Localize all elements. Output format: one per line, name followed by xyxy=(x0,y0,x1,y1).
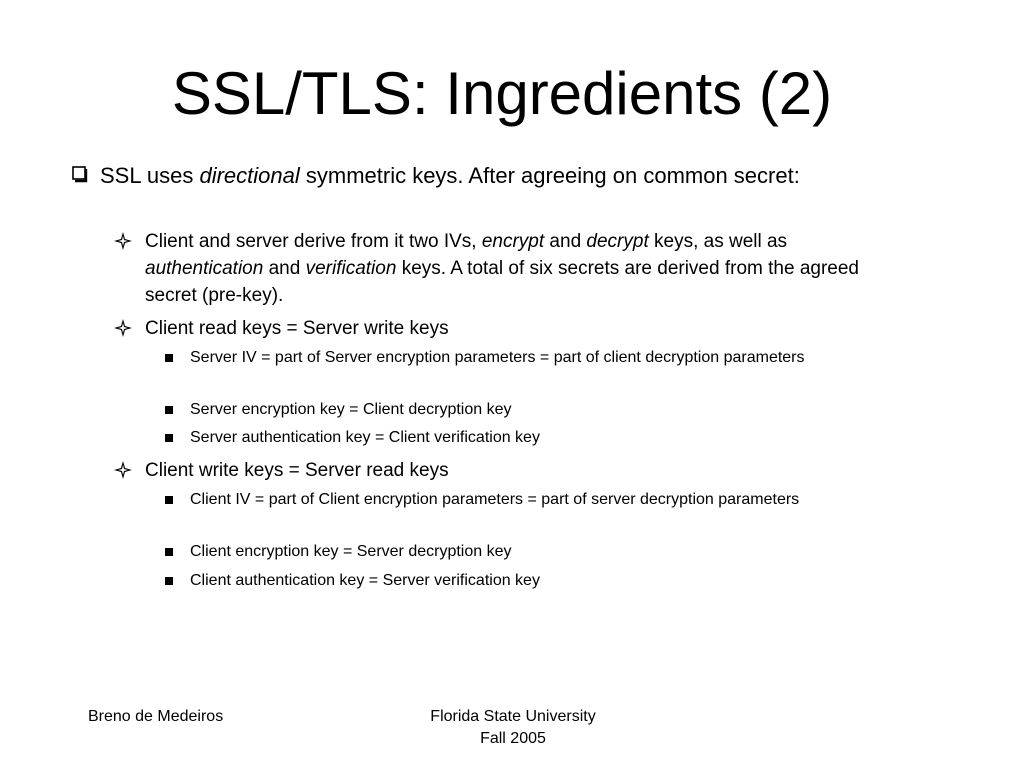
square-bullet-icon xyxy=(165,548,173,556)
footer-term: Fall 2005 xyxy=(480,730,546,747)
slide-title: SSL/TLS: Ingredients (2) xyxy=(171,60,833,127)
bullet-server-iv: Server IV = part of Server encryption parameters = part of client decryption parameters xyxy=(190,349,805,366)
square-bullet-icon xyxy=(165,496,173,504)
bullet-server-encryption-key: Server encryption key = Client decryption key xyxy=(190,401,512,418)
footer-author: Breno de Medeiros xyxy=(88,708,224,725)
bullet-client-authentication-key: Client authentication key = Server verification key xyxy=(190,572,540,589)
bullet-directional-keys: SSL uses directional symmetric keys. After agreeing on common secret: xyxy=(100,163,800,188)
bullet-client-encryption-key: Client encryption key = Server decryption key xyxy=(190,543,512,560)
hollow-square-bullet-icon xyxy=(72,166,89,183)
footer-institution-term xyxy=(360,706,666,750)
diamond-star-bullet-icon xyxy=(114,319,132,337)
bullet-client-iv: Client IV = part of Client encryption parameters = part of server decryption parameters xyxy=(190,491,800,508)
bullet-derive-secrets: Client and server derive from it two IVs, encrypt and decrypt keys, as well as authentication and verification keys. A total of six secrets are derived from the agreed secret (pre-key). xyxy=(145,231,859,306)
square-bullet-icon xyxy=(165,354,173,362)
bullet-client-read-keys: Client read keys = Server write keys xyxy=(145,318,449,339)
diamond-star-bullet-icon xyxy=(114,232,132,250)
bullet-client-write-keys: Client write keys = Server read keys xyxy=(145,460,449,481)
square-bullet-icon xyxy=(165,406,173,414)
square-bullet-icon xyxy=(165,577,173,585)
footer-institution: Florida State University xyxy=(430,708,596,725)
square-bullet-icon xyxy=(165,434,173,442)
bullet-server-authentication-key: Server authentication key = Client verification key xyxy=(190,429,540,446)
diamond-star-bullet-icon xyxy=(114,461,132,479)
